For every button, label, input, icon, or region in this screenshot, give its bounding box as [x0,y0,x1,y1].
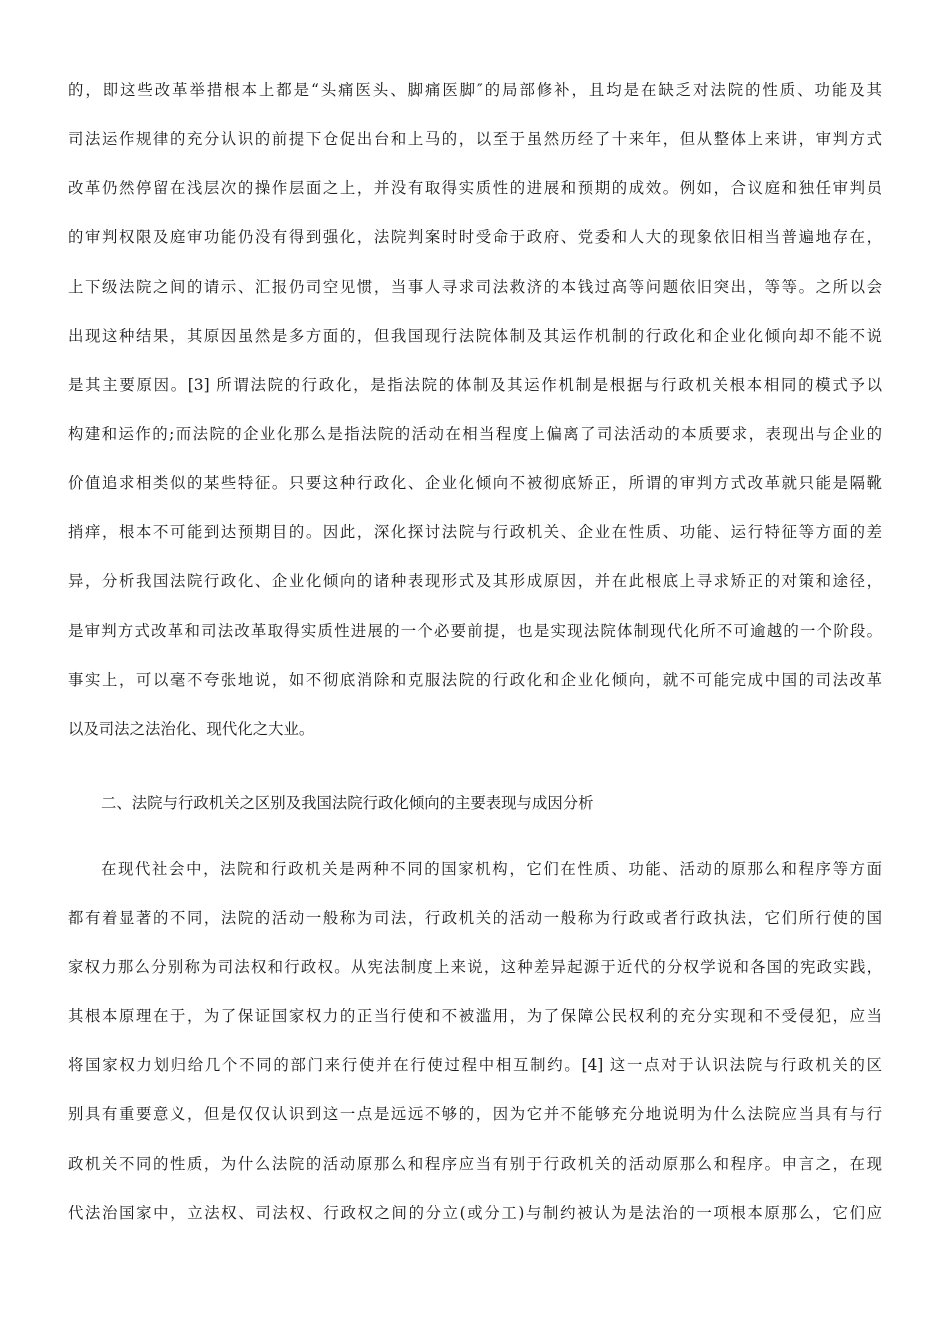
text-line: 构建和运作的;而法院的企业化那么是指法院的活动在相当程度上偏离了司法活动的本质要求，表现出与企业的 [68,425,882,443]
text-line: 是其主要原因。[3] 所谓法院的行政化，是指法院的体制及其运作机制是根据与行政机关根本相同的模式予以 [68,376,882,394]
text-line: 政机关不同的性质，为什么法院的活动原那么和程序应当有别于行政机关的活动原那么和程序。申言之，在现 [68,1155,882,1173]
text-line: 将国家权力划归给几个不同的部门来行使并在行使过程中相互制约。[4] 这一点对于认识法院与行政机关的区 [68,1056,882,1074]
text-line: 其根本原理在于，为了保证国家权力的正当行使和不被滥用，为了保障公民权利的充分实现和不受侵犯，应当 [68,1007,882,1025]
section-heading: 二、法院与行政机关之区别及我国法院行政化倾向的主要表现与成因分析 [101,794,594,812]
text-line: 别具有重要意义，但是仅仅认识到这一点是远远不够的，因为它并不能够充分地说明为什么法院应当具有与行 [68,1105,882,1123]
text-line: 的审判权限及庭审功能仍没有得到强化，法院判案时时受命于政府、党委和人大的现象依旧相当普遍地存在， [68,228,882,246]
text-line: 的，即这些改革举措根本上都是“头痛医头、脚痛医脚″的局部修补，且均是在缺乏对法院的性质、功能及其 [68,81,882,99]
text-line: 家权力那么分别称为司法权和行政权。从宪法制度上来说，这种差异起源于近代的分权学说和各国的宪政实践， [68,958,882,976]
text-line: 都有着显著的不同，法院的活动一般称为司法，行政机关的活动一般称为行政或者行政执法，它们所行使的国 [68,909,882,927]
text-line: 事实上，可以毫不夸张地说，如不彻底消除和克服法院的行政化和企业化倾向，就不可能完成中国的司法改革 [68,671,882,689]
text-line: 出现这种结果，其原因虽然是多方面的，但我国现行法院体制及其运作机制的行政化和企业化倾向却不能不说 [68,327,882,345]
text-line: 以及司法之法治化、现代化之大业。 [68,720,315,738]
text-line: 捎痒，根本不可能到达预期目的。因此，深化探讨法院与行政机关、企业在性质、功能、运行特征等方面的差 [68,523,882,541]
text-line: 上下级法院之间的请示、汇报仍司空见惯，当事人寻求司法救济的本钱过高等问题依旧突出，等等。之所以会 [68,278,882,296]
text-line: 代法治国家中，立法权、司法权、行政权之间的分立(或分工)与制约被认为是法治的一项根本原那么，它们应 [68,1204,882,1222]
text-line: 价值追求相类似的某些特征。只要这种行政化、企业化倾向不被彻底矫正，所谓的审判方式改革就只能是隔靴 [68,474,882,492]
text-line: 是审判方式改革和司法改革取得实质性进展的一个必要前提，也是实现法院体制现代化所不可逾越的一个阶段。 [68,622,882,640]
text-line: 司法运作规律的充分认识的前提下仓促出台和上马的，以至于虽然历经了十来年，但从整体上来讲，审判方式 [68,130,882,148]
text-line: 在现代社会中，法院和行政机关是两种不同的国家机构，它们在性质、功能、活动的原那么和程序等方面 [101,860,882,878]
text-line: 异，分析我国法院行政化、企业化倾向的诸种表现形式及其形成原因，并在此根底上寻求矫正的对策和途径， [68,572,882,590]
text-line: 改革仍然停留在浅层次的操作层面之上，并没有取得实质性的进展和预期的成效。例如，合议庭和独任审判员 [68,179,882,197]
